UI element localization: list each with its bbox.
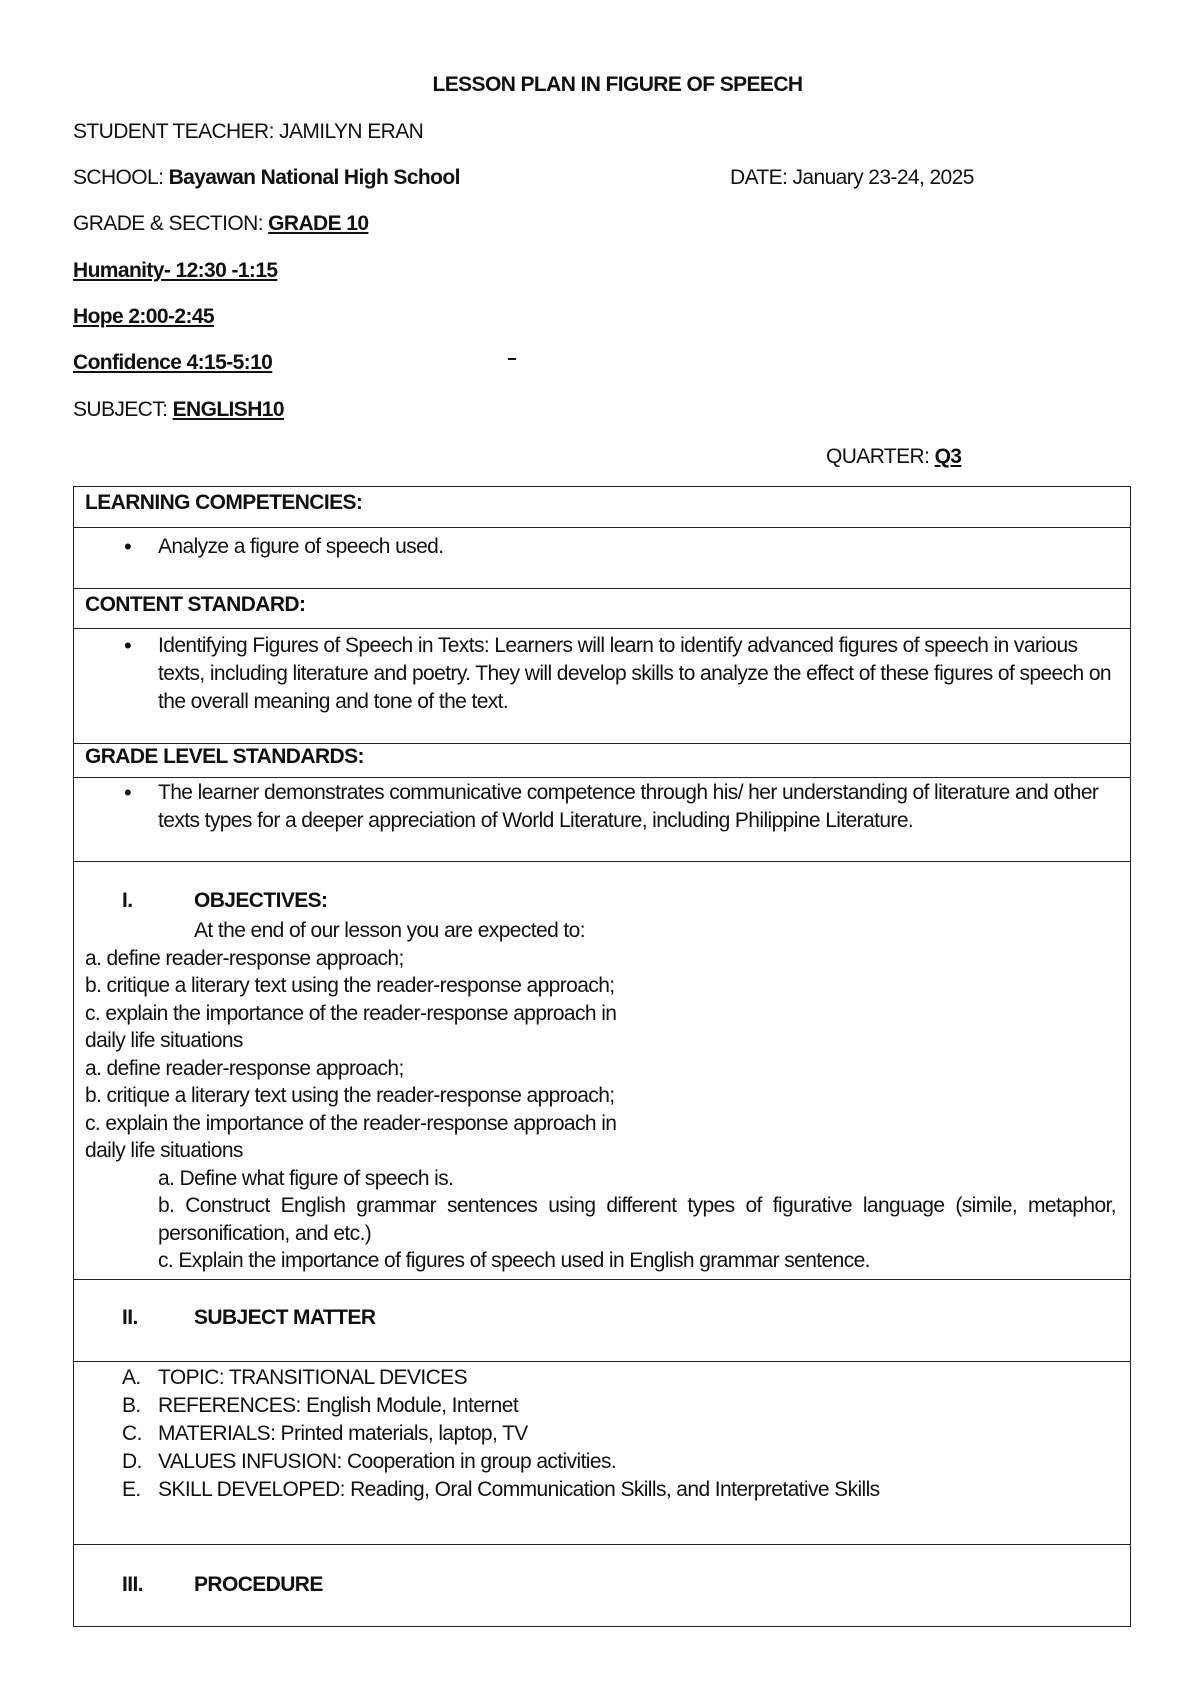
subject-matter-item	[74, 1392, 1130, 1420]
subject-matter-heading	[74, 1306, 1130, 1334]
competencies-list	[74, 533, 1130, 561]
content-standard-header: CONTENT STANDARD:	[73, 589, 1131, 629]
item-mark: A.	[122, 1366, 141, 1389]
stray-dash	[508, 358, 516, 360]
subject-matter-header	[73, 1280, 1131, 1362]
item-mark: B.	[122, 1394, 141, 1417]
subject-matter-number: II.	[122, 1306, 138, 1329]
lesson-plan-table	[73, 486, 1131, 1627]
objective-line: a. define reader-response approach;	[85, 1056, 404, 1080]
procedure-title: PROCEDURE	[194, 1573, 323, 1596]
objective-line: b. critique a literary text using the reader-response approach;	[85, 974, 615, 997]
objective-line: c. explain the importance of the reader-response approach in	[85, 1111, 617, 1135]
grade-section-value: GRADE 10	[268, 212, 369, 235]
content-standard-item: • Identifying Figures of Speech in Texts: Learners will learn to identify advanced figures of speech in various texts, including literature and poetry. They will develop skills to analyze the effect of these figures of speech on the overall meaning and tone of the text.	[74, 632, 1130, 716]
date-value: January 23-24, 2025	[792, 166, 974, 189]
item-text: VALUES INFUSION: Cooperation in group activities.	[158, 1450, 617, 1473]
objective-line: c. explain the importance of the reader-response approach in	[85, 1001, 617, 1025]
objectives-number: I.	[122, 889, 133, 912]
procedure-number: III.	[122, 1573, 143, 1596]
item-mark: E.	[122, 1478, 141, 1501]
grade-section-line	[73, 212, 368, 236]
procedure-header	[73, 1545, 1131, 1627]
quarter-label: QUARTER:	[826, 445, 935, 468]
objective-indented-line: a. Define what figure of speech is.	[158, 1166, 454, 1190]
subject-matter-item	[74, 1420, 1130, 1448]
school-line	[73, 166, 460, 190]
subject-matter-body	[73, 1362, 1131, 1545]
quarter-line	[826, 445, 961, 469]
objective-line: a. define reader-response approach;	[85, 946, 404, 970]
item-text: SKILL DEVELOPED: Reading, Oral Communication Skills, and Interpretative Skills	[158, 1478, 880, 1501]
grade-section-label: GRADE & SECTION:	[73, 212, 269, 235]
quarter-value: Q3	[934, 445, 962, 468]
subject-matter-list	[74, 1364, 1130, 1504]
objective-line: b. critique a literary text using the reader-response approach;	[85, 1084, 615, 1107]
school-value: Bayawan National High School	[168, 166, 460, 189]
item-mark: D.	[122, 1450, 142, 1473]
document-title: LESSON PLAN IN FIGURE OF SPEECH	[432, 73, 803, 96]
subject-matter-title: SUBJECT MATTER	[194, 1306, 376, 1329]
procedure-heading	[74, 1573, 1130, 1601]
grade-level-standards-body	[73, 778, 1131, 862]
subject-matter-item	[74, 1476, 1130, 1504]
subject-label: SUBJECT:	[73, 398, 173, 421]
section-schedule-humanity: Humanity- 12:30 -1:15	[73, 259, 278, 282]
objective-line: daily life situations	[85, 1029, 243, 1052]
content-standard-list	[74, 632, 1130, 716]
item-text: MATERIALS: Printed materials, laptop, TV	[158, 1422, 528, 1445]
subject-line	[73, 398, 284, 422]
item-mark: C.	[122, 1422, 142, 1445]
student-teacher-label: STUDENT TEACHER:	[73, 120, 280, 143]
date-line	[730, 166, 974, 190]
objectives-intro: At the end of our lesson you are expected to:	[194, 919, 585, 942]
grade-level-standards-header: GRADE LEVEL STANDARDS:	[73, 744, 1131, 778]
item-text: REFERENCES: English Module, Internet	[158, 1394, 519, 1417]
subject-value: ENGLISH10	[172, 398, 284, 421]
student-teacher-line	[73, 120, 423, 144]
date-label: DATE:	[730, 166, 793, 189]
section-schedule-confidence: Confidence 4:15-5:10	[73, 351, 273, 374]
grade-level-standards-list	[74, 779, 1130, 835]
competencies-body	[73, 528, 1131, 589]
student-teacher-value: JAMILYN ERAN	[279, 120, 424, 143]
school-label: SCHOOL:	[73, 166, 169, 189]
content-standard-body	[73, 629, 1131, 744]
item-text: TOPIC: TRANSITIONAL DEVICES	[158, 1366, 467, 1389]
objective-line: daily life situations	[85, 1139, 243, 1162]
subject-matter-item	[74, 1364, 1130, 1392]
objectives-section	[73, 862, 1131, 1280]
objective-indented-line: c. Explain the importance of figures of speech used in English grammar sentence.	[158, 1249, 870, 1272]
subject-matter-item	[74, 1448, 1130, 1476]
grade-level-standards-item: • The learner demonstrates communicative competence through his/ her understanding of literature and other texts types for a deeper appreciation of World Literature, including Philippine Literature.	[74, 779, 1130, 835]
objective-indented-line: b. Construct English grammar sentences using different types of figurative language (simile, metaphor, personification, and etc.)	[158, 1194, 1116, 1245]
competencies-header: LEARNING COMPETENCIES:	[73, 486, 1131, 528]
competency-item: • Analyze a figure of speech used.	[74, 533, 1130, 561]
section-schedule-hope: Hope 2:00-2:45	[73, 305, 214, 328]
objectives-title: OBJECTIVES:	[194, 889, 328, 912]
objectives-heading	[74, 889, 1130, 917]
